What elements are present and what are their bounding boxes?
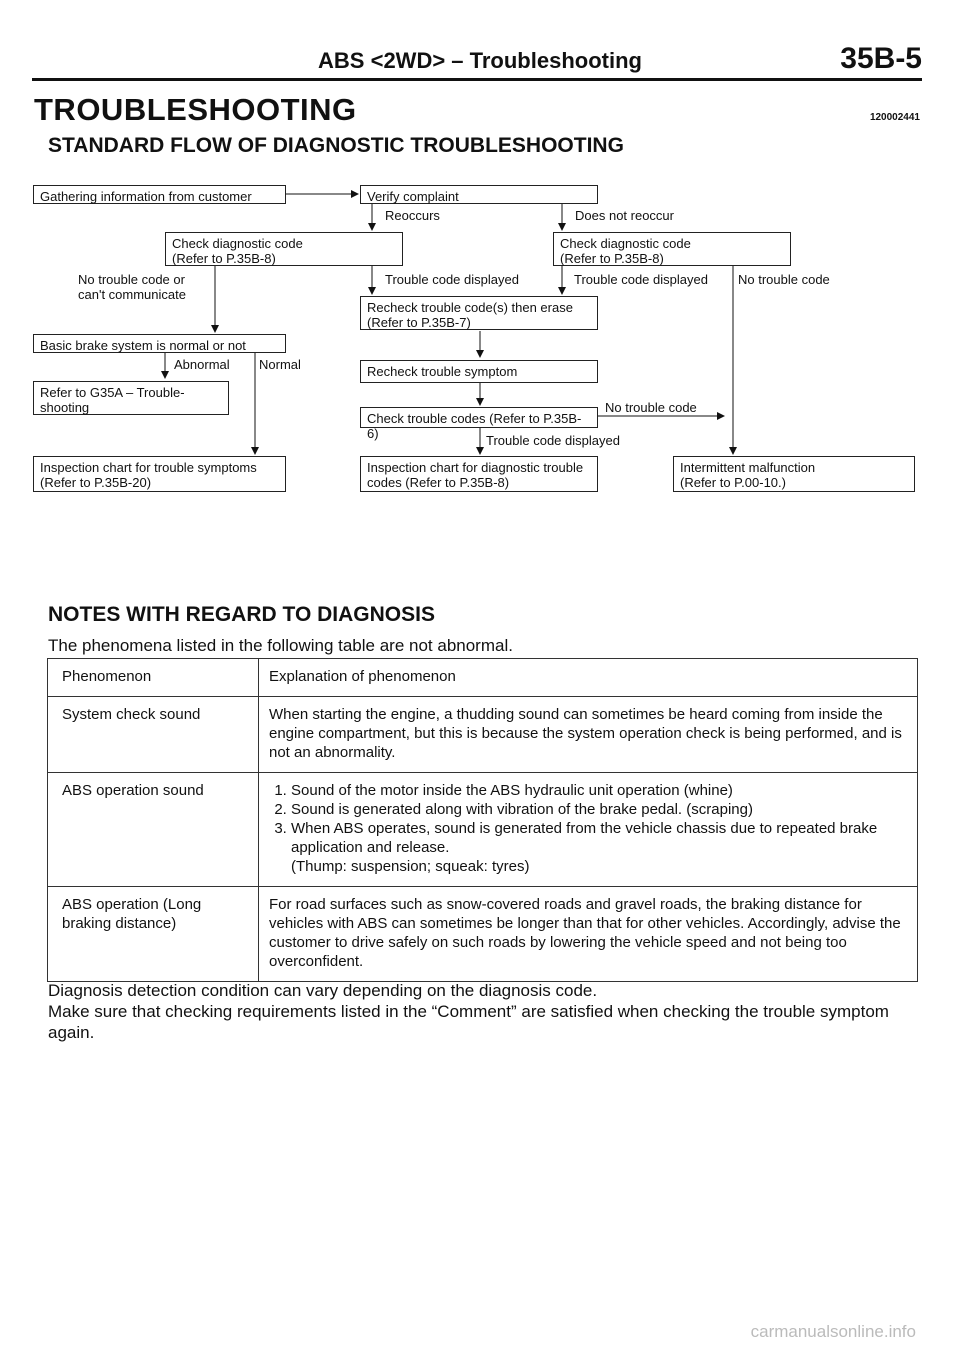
table-row bbox=[48, 773, 918, 887]
section-title: TROUBLESHOOTING bbox=[34, 92, 357, 127]
sound-note: (Thump: suspension; squeak: tyres) bbox=[291, 858, 530, 875]
notes-intro: The phenomena listed in the following table are not abnormal. bbox=[48, 636, 513, 655]
flow-box-refer-g35a: Refer to G35A – Trouble- shooting bbox=[33, 381, 229, 415]
column-header: Phenomenon bbox=[48, 659, 259, 697]
flow-box-intermittent: Intermittent malfunction (Refer to P.00-10.) bbox=[673, 456, 915, 492]
flow-title: STANDARD FLOW OF DIAGNOSTIC TROUBLESHOOTING bbox=[48, 134, 624, 157]
table-row bbox=[48, 697, 918, 773]
flow-box-inspection-symptoms: Inspection chart for trouble symptoms (Refer to P.35B-20) bbox=[33, 456, 286, 492]
document-id: 120002441 bbox=[869, 112, 920, 123]
flow-label-no-code-right: No trouble code bbox=[738, 272, 830, 287]
footer-notes bbox=[48, 980, 928, 1043]
explanation-cell bbox=[259, 773, 918, 887]
phenomenon-cell: ABS operation sound bbox=[48, 773, 259, 887]
list-item: 2. Sound is generated along with vibration of the brake pedal. (scraping) bbox=[291, 800, 907, 819]
flow-label-code-displayed-2: Trouble code displayed bbox=[574, 272, 708, 287]
flow-box-check-code-right: Check diagnostic code (Refer to P.35B-8) bbox=[553, 232, 791, 266]
flow-label-abnormal: Abnormal bbox=[174, 357, 230, 372]
footer-line: Diagnosis detection condition can vary depending on the diagnosis code. bbox=[48, 981, 598, 1000]
explanation-cell: When starting the engine, a thudding sound can sometimes be heard coming from inside the engine compartment, but this is because the system operation check is being performed, and is not an abnormality. bbox=[259, 697, 918, 773]
page-number: 35B-5 bbox=[840, 42, 922, 75]
flow-box-recheck-symptom: Recheck trouble symptom bbox=[360, 360, 598, 383]
list-item: 1. Sound of the motor inside the ABS hydraulic unit operation (whine) bbox=[291, 781, 907, 800]
table-row bbox=[48, 887, 918, 982]
flow-box-gather-info: Gathering information from customer bbox=[33, 185, 286, 204]
flow-label-code-displayed-3: Trouble code displayed bbox=[486, 433, 620, 448]
flow-box-inspection-codes: Inspection chart for diagnostic trouble codes (Refer to P.35B-8) bbox=[360, 456, 598, 492]
list-item: 3. When ABS operates, sound is generated from the vehicle chassis due to repeated brake application and release. bbox=[291, 819, 907, 857]
table-header-row bbox=[48, 659, 918, 697]
footer-line: Make sure that checking requirements listed in the “Comment” are satisfied when checking the trouble symptom again. bbox=[48, 1002, 889, 1042]
flow-box-check-trouble-codes: Check trouble codes (Refer to P.35B-6) bbox=[360, 407, 598, 428]
flow-box-check-code-left: Check diagnostic code (Refer to P.35B-8) bbox=[165, 232, 403, 266]
flow-label-reoccurs: Reoccurs bbox=[385, 208, 440, 223]
notes-table bbox=[47, 658, 918, 982]
column-header: Explanation of phenomenon bbox=[259, 659, 918, 697]
flow-label-no-code-left: No trouble code or can't communicate bbox=[78, 272, 186, 302]
notes-title: NOTES WITH REGARD TO DIAGNOSIS bbox=[48, 603, 435, 626]
flow-box-verify-complaint: Verify complaint bbox=[360, 185, 598, 204]
phenomenon-cell: ABS operation (Long braking distance) bbox=[48, 887, 259, 982]
watermark: carmanualsonline.info bbox=[750, 1322, 916, 1341]
phenomenon-cell: System check sound bbox=[48, 697, 259, 773]
flow-label-no-code-mid: No trouble code bbox=[605, 400, 697, 415]
flow-label-normal: Normal bbox=[259, 357, 301, 372]
flow-connectors bbox=[0, 0, 960, 520]
explanation-cell: For road surfaces such as snow-covered roads and gravel roads, the braking distance for vehicles with ABS can sometimes be longer than that for other vehicles. Accordingly, advise the customer to drive safely on such roads by lowering the vehicle speed and not being too overconfident. bbox=[259, 887, 918, 982]
flow-label-does-not-reoccur: Does not reoccur bbox=[575, 208, 674, 223]
flow-label-code-displayed-1: Trouble code displayed bbox=[385, 272, 519, 287]
header-title: ABS <2WD> – Troubleshooting bbox=[318, 48, 642, 73]
flow-box-recheck-erase: Recheck trouble code(s) then erase (Refer to P.35B-7) bbox=[360, 296, 598, 330]
sound-list bbox=[269, 781, 907, 857]
flow-box-basic-brake: Basic brake system is normal or not bbox=[33, 334, 286, 353]
